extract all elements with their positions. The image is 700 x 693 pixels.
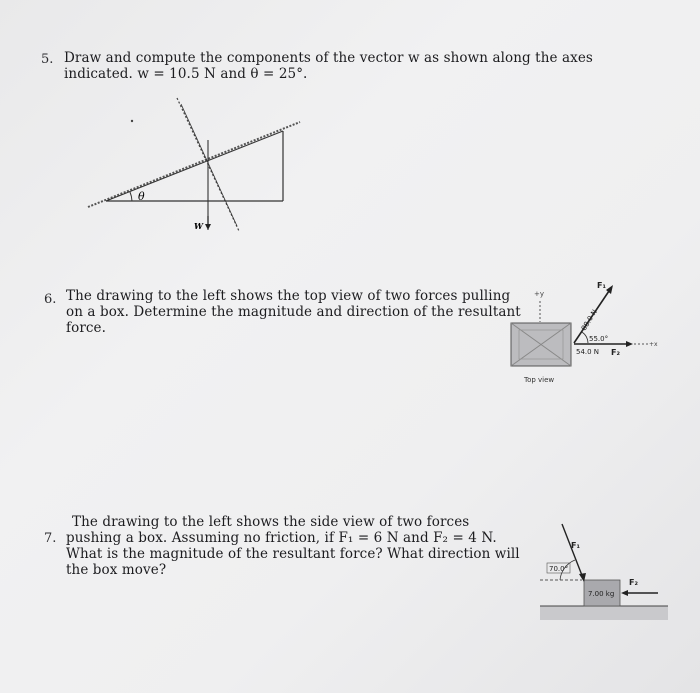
f1-magnitude: 88.0 N bbox=[579, 308, 599, 333]
x-axis-label: +x bbox=[649, 341, 658, 348]
problem-number: 5. bbox=[41, 52, 54, 67]
problem-line: on a box. Determine the magnitude and direction of the resultant bbox=[66, 304, 521, 320]
f2-label: F₂ bbox=[629, 578, 638, 587]
caption: Top view bbox=[524, 376, 555, 384]
f2-label: F₂ bbox=[611, 348, 620, 357]
problem-line: What is the magnitude of the resultant force? What direction will bbox=[66, 546, 520, 562]
problem-line: The drawing to the left shows the side view of two forces bbox=[72, 514, 470, 530]
problem-line: Draw and compute the components of the vector w as shown along the axes bbox=[64, 50, 593, 66]
y-axis-label: +y bbox=[534, 290, 545, 298]
f2-magnitude: 54.0 N bbox=[576, 348, 600, 356]
problem-number: 7. bbox=[44, 531, 57, 546]
f2-arrowhead bbox=[621, 590, 628, 596]
problem-line: force. bbox=[66, 320, 107, 336]
f1-label: F₁ bbox=[597, 281, 606, 290]
problem-line: pushing a box. Assuming no friction, if F₁ = 6 N and F₂ = 4 N. bbox=[66, 530, 497, 546]
w-label: W bbox=[194, 221, 203, 231]
f1-label: F₁ bbox=[571, 541, 580, 550]
angle-label: 55.0° bbox=[589, 335, 609, 343]
problem-line: The drawing to the left shows the top view of two forces pulling bbox=[66, 288, 511, 304]
angle-label: 70.0° bbox=[549, 565, 569, 573]
theta-label: θ bbox=[138, 190, 145, 203]
problem-line: indicated. w = 10.5 N and θ = 25°. bbox=[64, 66, 308, 82]
ground bbox=[540, 606, 668, 620]
problem-line: the box move? bbox=[66, 562, 167, 578]
mass-label: 7.00 kg bbox=[588, 590, 615, 598]
problem-number: 6. bbox=[44, 292, 57, 307]
